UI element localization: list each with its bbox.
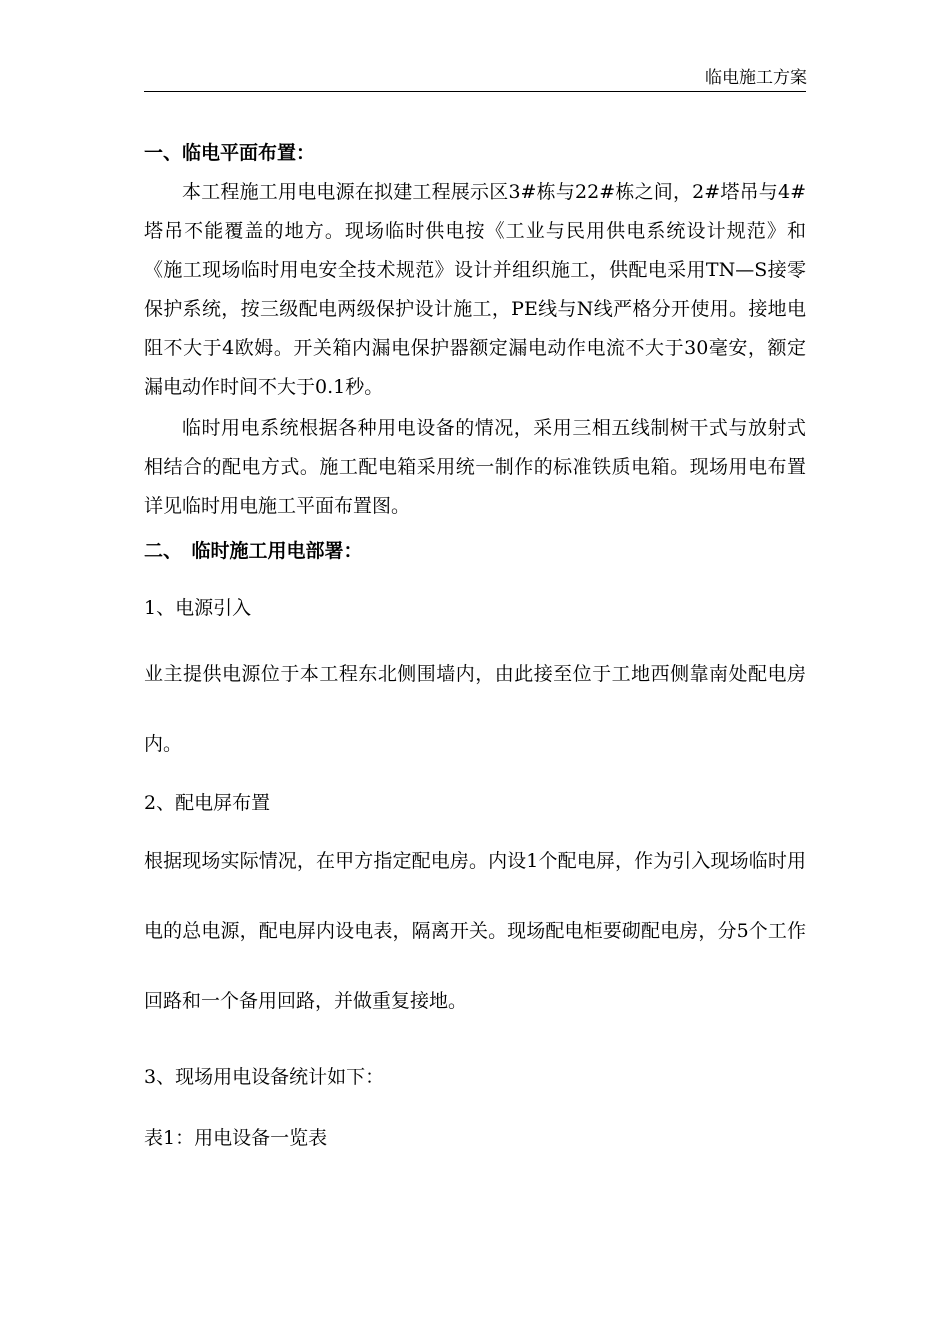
- item-3-title: 3、现场用电设备统计如下：: [144, 1066, 385, 1088]
- item-2-title: 2、配电屏布置: [144, 792, 271, 814]
- header-title: 临电施工方案: [705, 68, 807, 88]
- section-1-paragraph-1: 本工程施工用电电源在拟建工程展示区3#栋与22#栋之间，2#塔吊与4#塔吊不能覆盖的地方。现场临时供电按《工业与民用供电系统设计规范》和《施工现场临时用电安全技术规范》设计并组织施工，供配电采用TN—S接零保护系统，按三级配电两级保护设计施工，PE线与N线严格分开使用。接地电阻不大于4欧姆。开关箱内漏电保护器额定漏电动作电流不大于30毫安，额定漏电动作时间不大于0.1秒。: [144, 181, 806, 398]
- table-caption: 表1：用电设备一览表: [144, 1127, 328, 1149]
- section-heading-1: 一、临电平面布置：: [144, 142, 316, 164]
- header-rule: [144, 91, 806, 92]
- item-1-title: 1、电源引入: [144, 597, 252, 619]
- section-heading-2: 二、 临时施工用电部署：: [144, 540, 363, 562]
- item-2-text: 根据现场实际情况，在甲方指定配电房。内设1个配电屏，作为引入现场临时用电的总电源，配电屏内设电表，隔离开关。现场配电柜要砌配电房，分5个工作回路和一个备用回路，并做重复接地。: [144, 850, 806, 1012]
- item-1-text: 业主提供电源位于本工程东北侧围墙内，由此接至位于工地西侧靠南处配电房内。: [144, 663, 806, 755]
- section-1-paragraph-2: 临时用电系统根据各种用电设备的情况，采用三相五线制树干式与放射式相结合的配电方式。施工配电箱采用统一制作的标准铁质电箱。现场用电布置详见临时用电施工平面布置图。: [144, 417, 806, 517]
- document-body: [144, 134, 806, 1154]
